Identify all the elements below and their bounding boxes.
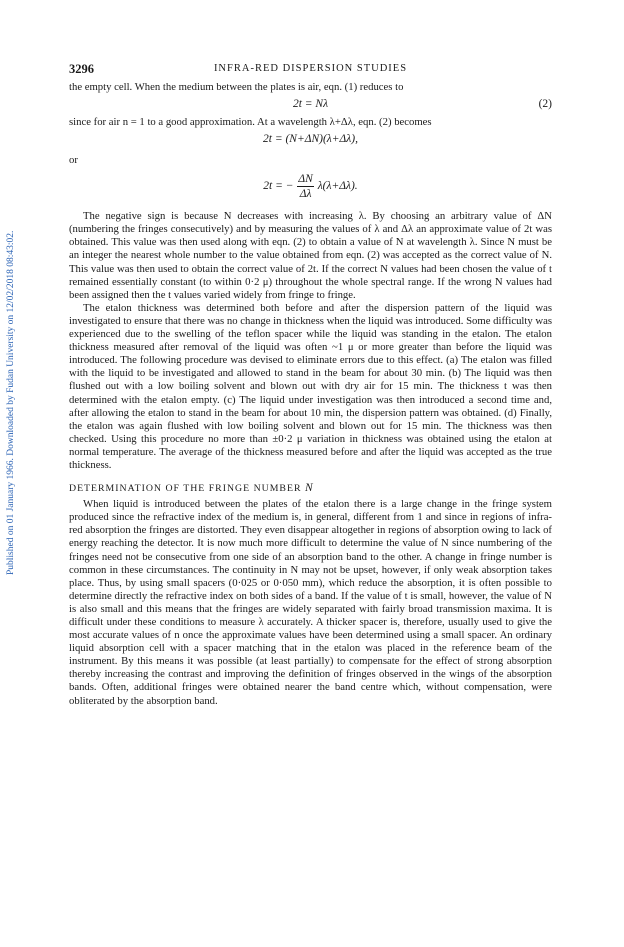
publication-sidebar-text: Published on 01 January 1966. Downloaded by Fudan University on 12/02/2018 08:43:02. (6, 230, 16, 575)
page-header (69, 62, 552, 76)
running-title: INFRA-RED DISPERSION STUDIES (213, 63, 408, 74)
paragraph-negative-sign: The negative sign is because N decreases with increasing λ. By choosing an arbitrary value of ΔN (numbering the fringes consecutively) and by measuring the values of λ and Δλ an approximate value of 2t was obtained. This value was then used along with eqn. (2) to obtain a value of N at wavelength λ. Since N must be an integer the nearest whole number to the value obtained from eqn. (2) was accepted as the correct value of N. This value was then used to obtain the correct value of 2t. If the correct N values had been chosen the value of t remained essentially constant (to within 0·2 μ) throughout the whole spectral range. If the wrong N values had been assigned then the t values varied widely from fringe to fringe. (69, 210, 552, 301)
paragraph-air-approximation: since for air n = 1 to a good approximation. At a wavelength λ+Δλ, eqn. (2) becomes (69, 116, 432, 129)
equation-2-number: (2) (538, 98, 552, 111)
paragraph-empty-cell: the empty cell. When the medium between the plates is air, eqn. (1) reduces to (69, 81, 404, 93)
equation-4-left: 2t = − (263, 180, 294, 193)
equation-4-expression (69, 172, 552, 201)
or-connector: or (69, 154, 78, 167)
section-heading (69, 482, 552, 495)
equation-2 (69, 94, 552, 116)
section-heading-text: DETERMINATION OF THE FRINGE NUMBER (69, 483, 302, 495)
paragraph-fringe-number: When liquid is introduced between the plates of the etalon there is a large change in the fringe system produced since the refractive index of the medium is, in general, different from 1 and since in regions of infra-red absorption the fringes are distorted. They even disappear altogether in regions of absorption owing to lack of energy reaching the detector. It is now much more difficult to determine the value of N since numbering of the fringes need not be consecutive from one side of an absorption band to the other. A change in fringe number is common in these circumstances. The continuity in N may not be upset, however, if only weak absorption takes place. Thus, by using small spacers (0·025 or 0·050 mm), which reduce the absorption, it is often possible to determine directly the refractive index on both sides of a band. If the value of t is small, however, the value of N is also small and this means that the fringes are widely separated with fairly broad transmission maxima. It is difficult under these conditions to measure λ accurately. A thicker spacer is, therefore, usually used to give the most accurate values of n once the approximate values have been determined using a small spacer. An ordinary liquid absorption cell with a spacer matching that in the etalon was placed in the reference beam of the instrument. By this means it was possible (at least partially) to compensate for the effect of strong absorption thereby increasing the contrast and improving the definition of fringes observed in the wings of the absorption bands. Often, additional fringes were obtained nearer the band centre which, without compensation, were obliterated by the absorption band. (69, 498, 552, 707)
equation-2-expression: 2t = Nλ (292, 98, 329, 111)
equation-4-right: λ(λ+Δλ). (317, 180, 358, 193)
publication-sidebar-note (4, 195, 18, 575)
page-number: 3296 (69, 62, 94, 76)
equation-3-expression: 2t = (N+ΔN)(λ+Δλ), (263, 133, 358, 146)
equation-4-fraction (297, 172, 313, 201)
section-heading-symbol: N (304, 482, 313, 495)
equation-3 (69, 129, 552, 151)
equation-4-numerator: ΔN (298, 173, 313, 186)
paragraph-etalon-thickness: The etalon thickness was determined both before and after the dispersion pattern of the liquid was investigated to ensure that there was no change in thickness when the liquid was introduced. Some difficulty was experienced due to the swelling of the teflon spacer while the liquid was standing in the etalon. The etalon thickness measured after removal of the liquid was often ~1 μ or more greater than before the liquid was introduced. The following procedure was devised to eliminate errors due to this effect. (a) The etalon was filled with the liquid to be investigated and allowed to stand in the beam for about 30 min. (b) The liquid was then flushed out with a low boiling solvent and blown out with dry air for 15 min. The thickness t was then determined with the etalon empty. (c) The liquid under investigation was then introduced a second time and, after allowing the etalon to stand in the beam for about 10 min, the dispersion pattern was obtained. (d) Finally, the etalon was again flushed with low boiling solvent and blown out for 15 min. The thickness was then checked. Using this procedure no more than ±0·2 μ variation in thickness was obtained using the etalon at normal temperature. The average of the thickness measured before and after the liquid was accepted as the true thickness. (69, 301, 552, 471)
article-body (69, 81, 552, 708)
equation-4-denominator: Δλ (299, 188, 312, 201)
equation-4 (69, 170, 552, 210)
